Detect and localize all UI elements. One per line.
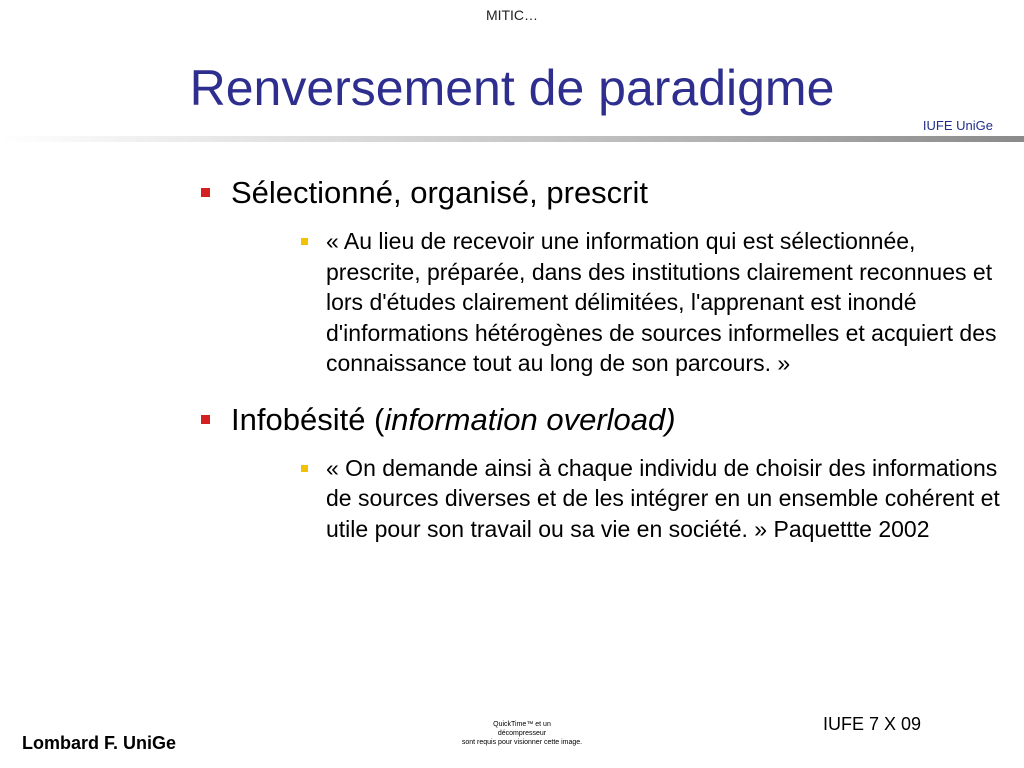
institution-label: IUFE UniGe bbox=[922, 118, 993, 133]
quicktime-placeholder bbox=[440, 720, 604, 747]
bullet-level2-quote bbox=[326, 226, 1006, 379]
bullet-heading-plain: Infobésité ( bbox=[231, 401, 385, 437]
bullet-level1-selection bbox=[231, 174, 931, 212]
slide-title: Renversement de paradigme bbox=[189, 60, 835, 116]
quicktime-line: sont requis pour visionner cette image. bbox=[461, 739, 583, 746]
quote-text: « On demande ainsi à chaque individu de choisir des informations de sources diverses et de les intégrer en un ensemble cohérent et utile pour son travail ou sa vie en société. » Paquettte 2002 bbox=[326, 454, 1000, 542]
bullet-heading-italic: information overload) bbox=[384, 401, 676, 437]
bullet-level2-quote bbox=[326, 453, 1006, 545]
quicktime-line: décompresseur bbox=[497, 730, 547, 737]
red-square-bullet-icon bbox=[201, 188, 210, 197]
yellow-square-bullet-icon bbox=[301, 238, 308, 245]
quicktime-line: QuickTime™ et un bbox=[493, 721, 551, 728]
footer-date: IUFE 7 X 09 bbox=[823, 714, 922, 734]
slide-content bbox=[0, 174, 1024, 544]
bullet-level1-infobesity bbox=[231, 401, 931, 439]
yellow-square-bullet-icon bbox=[301, 465, 308, 472]
header-label: MITIC… bbox=[485, 7, 539, 23]
bullet-heading: Sélectionné, organisé, prescrit bbox=[231, 175, 649, 210]
red-square-bullet-icon bbox=[201, 415, 210, 424]
quote-text: « Au lieu de recevoir une information qui est sélectionnée, prescrite, préparée, dans des institutions clairement reconnues et lors d'études clairement délimitées, l'apprenant est inondé d'informations hétérogènes de sources informelles et acquiert des connaissance tout au long de son parcours. » bbox=[326, 228, 997, 376]
footer-author: Lombard F. UniGe bbox=[22, 733, 177, 753]
title-divider bbox=[0, 136, 1024, 142]
